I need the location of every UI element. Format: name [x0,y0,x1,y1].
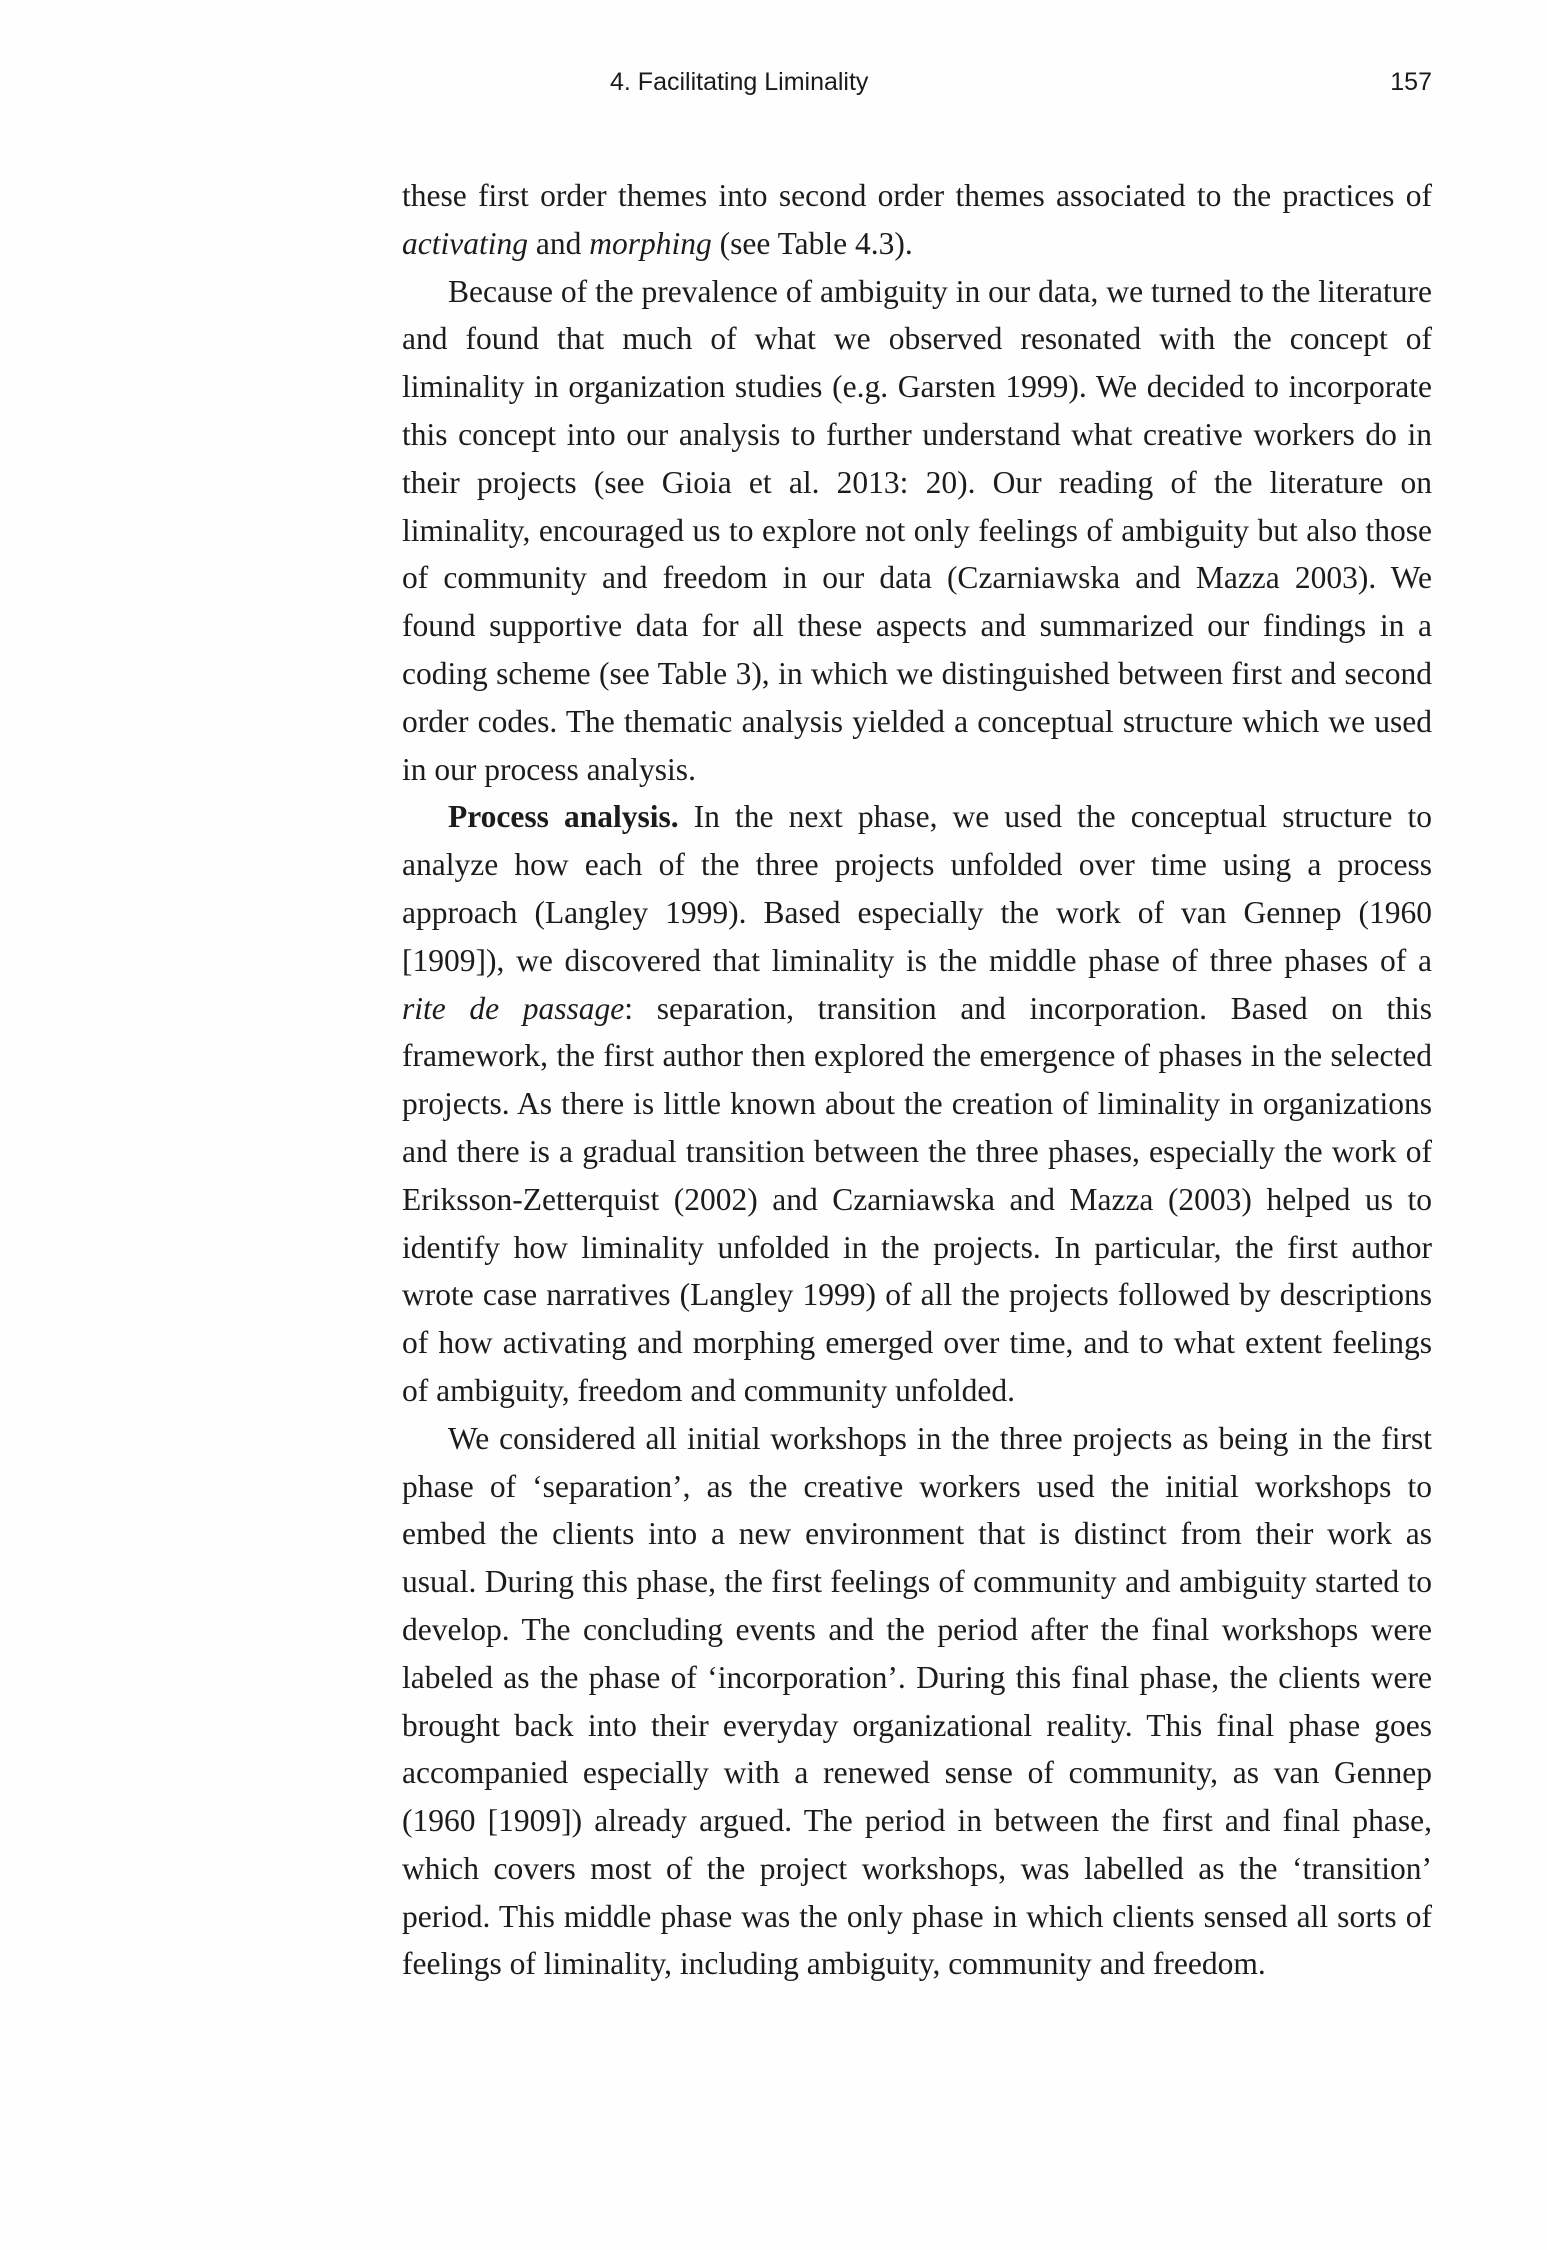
term-morphing: morphing [589,225,712,261]
text-span: : separation, transition and incorporation. Based on this framework, the first author then explored the emergence of phases in the selected projects. As there is little known about the creation of liminality in organizations and there is a gradual transition between the three phases, especially the work of Eriksson-Zetterquist (2002) and Czarniawska and Mazza (2003) helped us to identify how liminality unfolded in the projects. In particular, the first author wrote case narratives (Langley 1999) of all the projects followed by descriptions of how activating and morphing emerged over time, and to what extent feelings of ambiguity, freedom and community unfolded. [402,990,1432,1408]
paragraph-phases: We considered all initial workshops in the three projects as being in the first phase of ‘separation’, as the creative workers used the initial workshops to embed the clients into a new environment that is distinct from their work as usual. During this phase, the first feelings of community and ambiguity started to develop. The concluding events and the period after the final workshops were labeled as the phase of ‘incorporation’. During this final phase, the clients were brought back into their everyday organizational reality. This final phase goes accompanied especially with a renewed sense of community, as van Gennep (1960 [1909]) already argued. The period in between the first and final phase, which covers most of the project workshops, was labelled as the ‘transition’ period. This middle phase was the only phase in which clients sensed all sorts of feelings of liminality, including ambiguity, community and freedom. [402,1420,1432,1982]
paragraph-continued [402,172,1432,268]
term-rite-de-passage: rite de passage [402,990,625,1026]
running-header [402,68,1432,104]
text-span: and [527,225,590,261]
text-span: these first order themes into second order themes associated to the practices of [402,178,1432,213]
chapter-title: 4. Facilitating Liminality [610,68,869,96]
paragraph-liminality: Because of the prevalence of ambiguity in our data, we turned to the literature and found that much of what we observed resonated with the concept of liminality in organization studies (e.g. Garsten 1999). We decided to incorporate this concept into our analysis to further understand what creative workers do in their projects (see Gioia et al. 2013: 20). Our reading of the literature on liminality, encouraged us to explore not only feelings of ambiguity but also those of community and freedom in our data (Czarniawska and Mazza 2003). We found supportive data for all these aspects and summarized our findings in a coding scheme (see Table 3), in which we distinguished between first and second order codes. The thematic analysis yielded a conceptual structure which we used in our process analysis. [402,273,1432,787]
section-heading-process-analysis: Process analysis. [448,799,679,835]
text-span: In the next phase, we used the conceptual structure to analyze how each of the three projects unfolded over time using a process approach (Langley 1999). Based especially the work of van Gennep (1960 [1909]), we discovered that liminality is the middle phase of three phases of a [402,799,1432,978]
text-span: (see Table 4.3). [711,225,913,261]
page-number: 157 [1390,68,1432,96]
term-activating: activating [402,225,528,261]
body-text [402,172,1432,1988]
paragraph-process-analysis [402,793,1432,1414]
